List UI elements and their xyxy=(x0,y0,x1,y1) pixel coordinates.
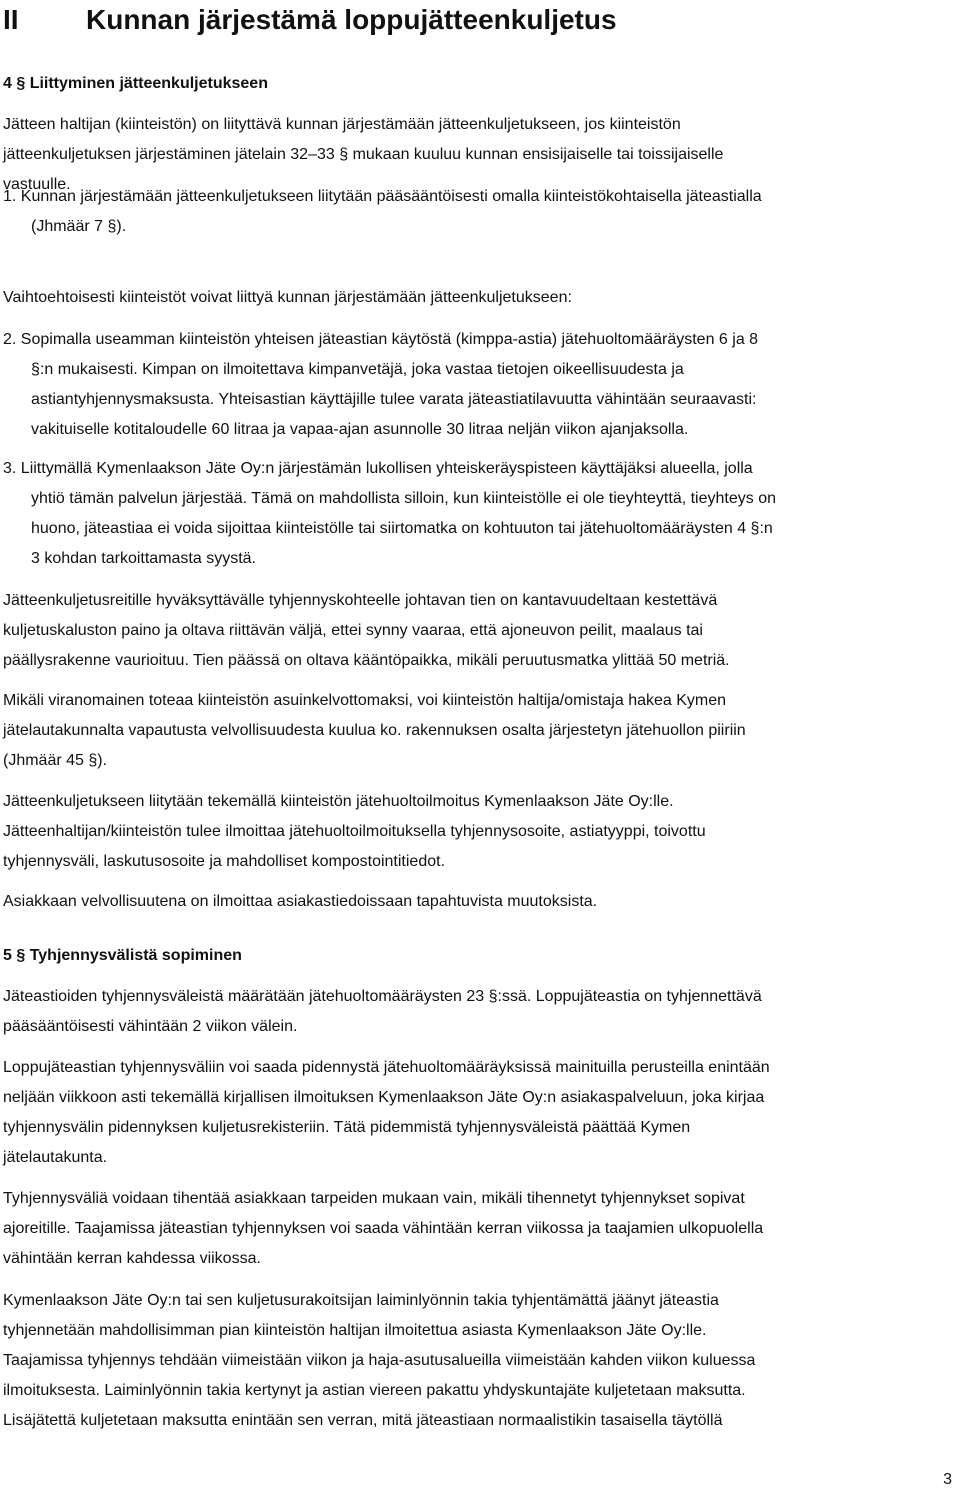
text-line: tyhjennysväli, laskutusosoite ja mahdolliset kompostointitiedot. xyxy=(3,853,446,870)
text-line: päällysrakenne vaurioituu. Tien päässä on oltava kääntöpaikka, mikäli peruutusmatka ylittää 50 metriä. xyxy=(3,652,730,669)
text-line: Loppujäteastian tyhjennysväliin voi saada pidennystä jätehuoltomääräyksissä mainituilla perusteilla enintään xyxy=(3,1059,770,1076)
text-line: 1. Kunnan järjestämään jätteenkuljetukseen liitytään pääsääntöisesti omalla kiinteistökohtaisella jäteastialla xyxy=(3,188,762,205)
text-line: Mikäli viranomainen toteaa kiinteistön asuinkelvottomaksi, voi kiinteistön haltija/omistaja hakea Kymen xyxy=(3,692,727,709)
list-item-3 xyxy=(3,454,935,574)
text-line: Jätteenkuljetusreitille hyväksyttävälle tyhjennyskohteelle johtavan tien on kantavuudeltaan kestettävä xyxy=(3,592,718,609)
text-line: (Jhmäär 7 §). xyxy=(31,218,127,235)
chapter-heading xyxy=(3,0,943,40)
text-line: Jätteenhaltijan/kiinteistön tulee ilmoittaa jätehuoltoilmoituksella tyhjennysosoite, astiatyyppi, toivottu xyxy=(3,823,706,840)
text-line: Tyhjennysväliä voidaan tihentää asiakkaan tarpeiden mukaan vain, mikäli tihennetyt tyhjennykset sopivat xyxy=(3,1190,745,1207)
text-line: Jätteen haltijan (kiinteistön) on liityttävä kunnan järjestämään jätteenkuljetukseen, jos kiinteistön xyxy=(3,116,681,133)
list-item-1 xyxy=(3,182,935,242)
text-line: ajoreitille. Taajamissa jäteastian tyhjennyksen voi saada vähintään kerran viikossa ja taajamien ulkopuolella xyxy=(3,1220,764,1237)
text-line: Jätteenkuljetukseen liitytään tekemällä kiinteistön jätehuoltoilmoitus Kymenlaakson Jäte Oy:lle. xyxy=(3,793,674,810)
exemption-paragraph xyxy=(3,686,935,776)
duty-paragraph: Asiakkaan velvollisuutena on ilmoittaa asiakastiedoissaan tapahtuvista muutoksista. xyxy=(3,893,598,910)
text-line: 2. Sopimalla useamman kiinteistön yhteisen jäteastian käytöstä (kimppa-astia) jätehuoltomääräysten 6 ja 8 xyxy=(3,331,759,348)
chapter-number: II xyxy=(3,4,19,35)
text-line: jätelautakunta. xyxy=(3,1149,108,1166)
text-line: jätteenkuljetuksen järjestäminen jätelain 32–33 § mukaan kuuluu kunnan ensisijaiselle tai toissijaiselle xyxy=(3,146,724,163)
text-line: yhtiö tämän palvelun järjestää. Tämä on mahdollista silloin, kun kiinteistölle ei ole tieyhteyttä, tieyhteys on xyxy=(31,490,776,507)
text-line: ilmoituksesta. Laiminlyönnin takia kertynyt ja astian viereen pakattu yhdyskuntajäte kuljetetaan maksutta. xyxy=(3,1382,746,1399)
text-line: Lisäjätettä kuljetetaan maksutta enintään sen verran, mitä jäteastiaan normaalistikin tasaisella täytöllä xyxy=(3,1412,723,1429)
text-line: vähintään kerran kahdessa viikossa. xyxy=(3,1250,261,1267)
text-line: (Jhmäär 45 §). xyxy=(3,752,108,769)
chapter-title: Kunnan järjestämä loppujätteenkuljetus xyxy=(86,4,617,35)
text-line: 3. Liittymällä Kymenlaakson Jäte Oy:n järjestämän lukollisen yhteiskeräyspisteen käyttäjäksi alueella, jolla xyxy=(3,460,753,477)
section-5-title: 5 § Tyhjennysvälistä sopiminen xyxy=(3,947,242,964)
section-4-title: 4 § Liittyminen jätteenkuljetukseen xyxy=(3,75,268,92)
notice-paragraph xyxy=(3,787,935,877)
text-line: 3 kohdan tarkoittamasta syystä. xyxy=(31,550,256,567)
text-line: kuljetuskaluston paino ja oltava riittävän väljä, ettei synny vaaraa, että ajoneuvon peilit, maalaus tai xyxy=(3,622,703,639)
list-item-2 xyxy=(3,325,935,445)
text-line: Jäteastioiden tyhjennysväleistä määrätään jätehuoltomääräysten 23 §:ssä. Loppujäteastia on tyhjennettävä xyxy=(3,988,762,1005)
section-5-para-4 xyxy=(3,1286,935,1436)
text-line: vakituiselle kotitaloudelle 60 litraa ja vapaa-ajan asunnolle 30 litraa neljän viikon ajanjaksolla. xyxy=(31,421,689,438)
text-line: Kymenlaakson Jäte Oy:n tai sen kuljetusurakoitsijan laiminlyönnin takia tyhjentämättä jäänyt jäteastia xyxy=(3,1292,719,1309)
text-line: tyhjennysvälin pidennyksen kuljetusrekisteriin. Tätä pidemmistä tyhjennysväleistä päättää Kymen xyxy=(3,1119,691,1136)
page-number: 3 xyxy=(943,1471,952,1488)
section-5-para-1 xyxy=(3,982,935,1042)
text-line: neljään viikkoon asti tekemällä kirjallisen ilmoituksen Kymenlaakson Jäte Oy:n asiakaspalveluun, joka kirjaa xyxy=(3,1089,765,1106)
text-line: pääsääntöisesti vähintään 2 viikon välein. xyxy=(3,1018,298,1035)
text-line: jätelautakunnalta vapautusta velvollisuudesta kuulua ko. rakennuksen osalta järjestetyn jätehuollon piiriin xyxy=(3,722,746,739)
text-line: astiantyhjennysmaksusta. Yhteisastian käyttäjille tulee varata jäteastiatilavuutta vähintään seuraavasti: xyxy=(31,391,757,408)
text-line: Taajamissa tyhjennys tehdään viimeistään viikon ja haja-asutusalueilla viimeistään kahden viikon kuluessa xyxy=(3,1352,756,1369)
section-5-para-3 xyxy=(3,1184,935,1274)
text-line: §:n mukaisesti. Kimpan on ilmoitettava kimpanvetäjä, joka vastaa tietojen oikeellisuudesta ja xyxy=(31,361,684,378)
alternative-intro: Vaihtoehtoisesti kiinteistöt voivat liittyä kunnan järjestämään jätteenkuljetukseen: xyxy=(3,289,572,306)
text-line: tyhjennetään mahdollisimman pian kiinteistön haltijan ilmoitettua asiasta Kymenlaakson Jäte Oy:lle. xyxy=(3,1322,707,1339)
text-line: huono, jäteastiaa ei voida sijoittaa kiinteistölle tai siirtomatka on kohtuuton tai jätehuoltomääräysten 4 §:n xyxy=(31,520,773,537)
text-line: vastuulle. xyxy=(3,176,71,193)
route-paragraph xyxy=(3,586,935,676)
section-5-para-2 xyxy=(3,1053,935,1173)
